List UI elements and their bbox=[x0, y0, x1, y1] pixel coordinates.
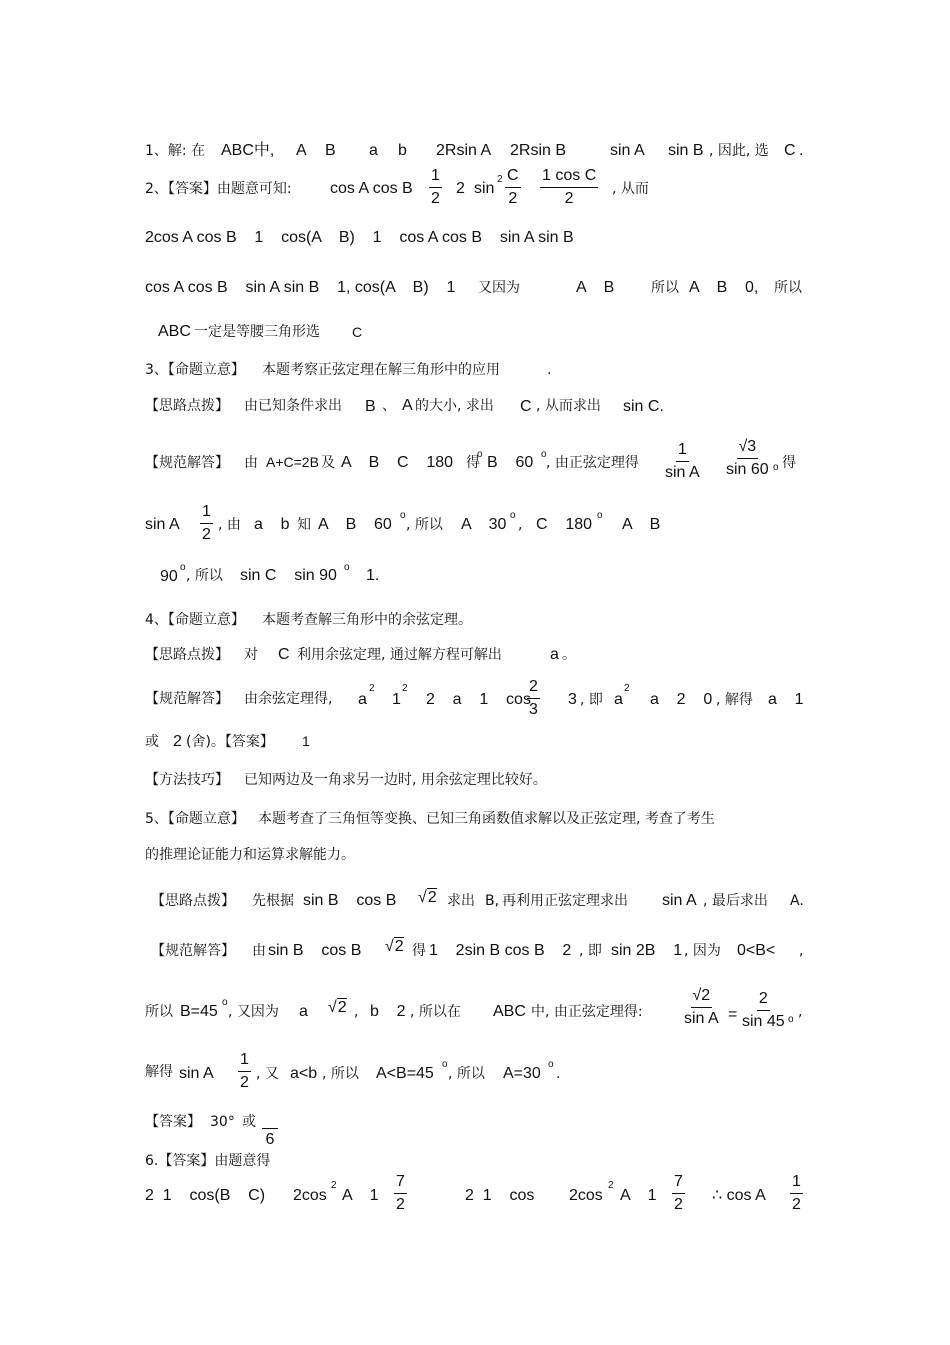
q5-heading: 5、【命题立意】 bbox=[145, 811, 245, 827]
q5-g3e: , 所以 bbox=[322, 1066, 359, 1082]
q6-l1d: A 1 bbox=[342, 1187, 379, 1204]
q3-g2b: , 由 bbox=[218, 517, 241, 533]
q5-hint-root: √2 bbox=[418, 889, 437, 906]
q2-a2: 2 bbox=[456, 180, 465, 197]
q3-g2j: A B bbox=[622, 516, 661, 533]
q3-hint-a: 由已知条件求出 bbox=[244, 398, 342, 414]
q5-frac-3: $\frac{1}{2}$ bbox=[240, 1051, 249, 1091]
q5-g2a: 所以 bbox=[145, 1004, 173, 1020]
q6-l1e: 2 1 cos bbox=[465, 1187, 535, 1204]
q3-g1d: A B C 180 bbox=[341, 454, 454, 471]
q3-degree-3: o bbox=[773, 462, 779, 473]
q1-t1: ABC中, bbox=[221, 142, 275, 159]
q4-l2a: 或 bbox=[145, 734, 159, 750]
q3-g1e: 得 bbox=[466, 455, 480, 471]
q5-answer-label: 【答案】 bbox=[145, 1114, 201, 1130]
q5-g1i: 0<B< bbox=[737, 942, 776, 959]
q4-g1i: , 解得 bbox=[716, 692, 753, 708]
q1-t8: sin A bbox=[610, 142, 645, 159]
q5-heading-text-2: 的推理论证能力和运算求解能力。 bbox=[145, 847, 355, 863]
q4-method-text: 已知两边及一角求另一边时, 用余弦定理比较好。 bbox=[244, 772, 547, 788]
q2-line4a: ABC bbox=[158, 323, 191, 340]
q2-line3b: 又因为 bbox=[478, 280, 520, 296]
q3-hint-d: A bbox=[402, 397, 413, 414]
q4-sup-1: 2 bbox=[369, 683, 375, 694]
q1-t6: 2Rsin A bbox=[436, 142, 492, 159]
q3-g2d: 知 bbox=[297, 517, 311, 533]
q2-frac-2: $\frac{C}{2}$ bbox=[507, 167, 519, 207]
q5-hint-a: 先根据 bbox=[252, 893, 294, 909]
q3-g2f: , 所以 bbox=[406, 517, 443, 533]
q5-g3g: , 所以 bbox=[448, 1066, 485, 1082]
q5-eq: = bbox=[728, 1006, 738, 1023]
q3-hint-c: 、 bbox=[382, 398, 396, 414]
q3-g1b: A+C=2B bbox=[266, 454, 319, 470]
q5-g2c: , 又因为 bbox=[228, 1004, 279, 1020]
q4-method-label: 【方法技巧】 bbox=[145, 772, 229, 788]
q5-solution-label: 【规范解答】 bbox=[151, 943, 235, 959]
q5-hint-d: 求出 bbox=[447, 893, 475, 909]
q4-g1f: , 即 bbox=[580, 692, 603, 708]
q5-answer-1: 30° bbox=[210, 1114, 235, 1130]
q2-line3d: 所以 bbox=[651, 280, 679, 296]
q2-after1: , 从而 bbox=[612, 181, 649, 197]
q2-a1: cos A cos B bbox=[330, 180, 413, 197]
q5-g1d: 得 bbox=[412, 943, 426, 959]
q5-answer-2: 或 bbox=[242, 1114, 256, 1130]
q5-hint-f: 再利用正弦定理求出 bbox=[502, 893, 628, 909]
q5-g3i: . bbox=[556, 1066, 561, 1082]
q3-g2e: A B 60 bbox=[318, 516, 392, 533]
q5-g3h: A=30 bbox=[503, 1065, 541, 1082]
q5-g2d: a bbox=[299, 1003, 308, 1020]
q5-g1b: sin B cos B bbox=[268, 942, 362, 959]
q2-line3e: A B 0, bbox=[689, 279, 759, 296]
q5-g3d: a<b bbox=[290, 1065, 318, 1082]
q5-g1-root: √2 bbox=[385, 938, 404, 955]
q4-sup-2: 2 bbox=[402, 683, 408, 694]
q3-hint-e: 的大小, 求出 bbox=[415, 398, 494, 414]
q5-g2f: , bbox=[354, 1004, 359, 1020]
q3-degree-5: o bbox=[510, 510, 516, 521]
q4-g1e: 3 bbox=[568, 691, 577, 708]
q3-frac-2: $\frac{√3}{\sin 60}$ bbox=[726, 438, 769, 478]
q3-g2g: A 30 bbox=[461, 516, 507, 533]
q6-sup-1: 2 bbox=[331, 1180, 337, 1191]
q1-t7: 2Rsin B bbox=[510, 142, 567, 159]
q6-l1h: A 1 bbox=[620, 1187, 657, 1204]
q1-end: . bbox=[799, 142, 804, 159]
q2-lead: 2、【答案】由题意可知: bbox=[145, 181, 292, 197]
q3-g3b: , 所以 bbox=[186, 568, 223, 584]
q5-hint-b: sin B cos B bbox=[303, 892, 397, 909]
q5-g1h: , 因为 bbox=[684, 943, 721, 959]
q3-hint-f: C bbox=[520, 398, 532, 415]
q3-heading: 3、【命题立意】 bbox=[145, 362, 245, 378]
q4-frac: $\frac{2}{3}$ bbox=[529, 678, 538, 718]
q5-hint-h: , 最后求出 bbox=[703, 893, 768, 909]
q5-frac-2: $\frac{2}{\sin 45}$ bbox=[742, 990, 785, 1030]
q4-hint-c: 利用余弦定理, 通过解方程可解出 bbox=[297, 647, 502, 663]
q1-t3: B bbox=[325, 142, 336, 159]
q6-l1i: ∴ cos A bbox=[712, 1187, 766, 1204]
q3-g2i: C 180 bbox=[536, 516, 593, 533]
q3-g1a: 由 bbox=[244, 455, 258, 471]
q5-degree-3: o bbox=[442, 1059, 448, 1070]
q4-heading-text: 本题考查解三角形中的余弦定理。 bbox=[262, 612, 472, 628]
q6-l1a: 2 1 cos(B C) bbox=[145, 1187, 266, 1204]
q5-g1a: 由 bbox=[252, 943, 266, 959]
q1-t2: A bbox=[296, 142, 307, 159]
q5-g2k: , bbox=[798, 1004, 803, 1020]
q5-g1g: sin 2B 1 bbox=[611, 942, 683, 959]
q4-l2b: 2 bbox=[173, 733, 182, 750]
q5-degree-2: o bbox=[788, 1014, 794, 1025]
q3-g2a: sin A bbox=[145, 516, 180, 533]
q1-t9: sin B bbox=[668, 142, 704, 159]
q5-g2i: ABC bbox=[493, 1003, 526, 1020]
q5-heading-text: 本题考查了三角恒等变换、已知三角函数值求解以及正弦定理, 考查了考生 bbox=[258, 811, 715, 827]
q4-hint-a: 对 bbox=[244, 647, 258, 663]
q5-hint-label: 【思路点拨】 bbox=[151, 893, 235, 909]
q2-line4c: C bbox=[352, 324, 363, 340]
q6-frac-2: $\frac{7}{2}$ bbox=[674, 1173, 683, 1213]
q2-frac-1: $\frac{1}{2}$ bbox=[431, 167, 440, 207]
q4-l2d: 1 bbox=[302, 733, 310, 749]
q4-solution-label: 【规范解答】 bbox=[145, 691, 229, 707]
q3-frac-3: $\frac{1}{2}$ bbox=[202, 503, 211, 543]
q4-g1b: a bbox=[358, 691, 367, 708]
q5-hint-e: B, bbox=[485, 893, 500, 909]
q5-degree-4: o bbox=[548, 1059, 554, 1070]
q3-degree-1: o bbox=[477, 449, 483, 460]
q5-g2-root: √2 bbox=[328, 999, 347, 1016]
q6-frac-1: $\frac{7}{2}$ bbox=[396, 1173, 405, 1213]
q5-g3c: , 又 bbox=[256, 1066, 279, 1082]
q6-l1b: 2cos bbox=[293, 1187, 327, 1204]
q5-g3a: 解得 bbox=[145, 1064, 173, 1080]
q2-sup1: 2 bbox=[497, 174, 503, 185]
q3-degree-8: o bbox=[344, 562, 350, 573]
q3-g1f: B 60 bbox=[487, 454, 534, 471]
q1-answer: C bbox=[784, 142, 796, 159]
q4-g1g: a bbox=[614, 691, 623, 708]
q3-degree-6: o bbox=[597, 510, 603, 521]
q6-heading: 6.【答案】由题意得 bbox=[145, 1153, 271, 1169]
q5-g3f: A<B=45 bbox=[376, 1065, 434, 1082]
q4-hint-b: C bbox=[278, 646, 290, 663]
q3-g1g: , 由正弦定理得 bbox=[546, 455, 639, 471]
q3-g2c: a b bbox=[254, 516, 290, 533]
q6-sup-2: 2 bbox=[608, 1180, 614, 1191]
q5-g1f: , 即 bbox=[579, 943, 602, 959]
q3-hint-b: B bbox=[365, 398, 376, 415]
q2-line3f: 所以 bbox=[774, 280, 802, 296]
q3-degree-4: o bbox=[400, 510, 406, 521]
q4-l2c: (舍)。【答案】 bbox=[186, 734, 274, 750]
q4-hint-e: 。 bbox=[562, 647, 576, 663]
q2-line3c: A B bbox=[576, 279, 615, 296]
q3-degree-2: o bbox=[541, 449, 547, 460]
q3-g1c: 及 bbox=[321, 455, 335, 471]
q4-g1j: a 1 bbox=[768, 691, 804, 708]
q5-g1e: 1 2sin B cos B 2 bbox=[429, 942, 572, 959]
q3-g3a: 90 bbox=[160, 568, 178, 585]
q3-g2h: , bbox=[518, 517, 523, 533]
q5-g2h: , 所以在 bbox=[410, 1004, 461, 1020]
q3-hint-label: 【思路点拨】 bbox=[145, 398, 229, 414]
q2-line4b: 一定是等腰三角形选 bbox=[194, 324, 320, 340]
q3-hint-g: , 从而求出 bbox=[536, 398, 601, 414]
q5-degree-1: o bbox=[222, 997, 228, 1008]
q3-heading-end: . bbox=[547, 362, 552, 378]
q4-g1d: 2 a 1 cos bbox=[426, 691, 531, 708]
q5-hint-g: sin A bbox=[662, 892, 697, 909]
q4-g1h: a 2 0 bbox=[650, 691, 713, 708]
q3-g3c: sin C sin 90 bbox=[240, 567, 337, 584]
q4-hint-label: 【思路点拨】 bbox=[145, 647, 229, 663]
q2-a3: sin bbox=[474, 180, 495, 197]
q3-frac-1: $\frac{1}{\text{sin A}}$ bbox=[665, 441, 700, 481]
q2-line3a: cos A cos B sin A sin B 1, cos(A B) 1 bbox=[145, 279, 456, 296]
q3-g3d: 1. bbox=[366, 567, 380, 584]
q3-hint-h: sin C. bbox=[623, 398, 664, 415]
q6-l1f: 2cos bbox=[569, 1187, 603, 1204]
q1-lead: 1、解: 在 bbox=[145, 143, 206, 159]
q4-g1a: 由余弦定理得, bbox=[244, 691, 333, 707]
q2-frac-3: $\frac{\text{1 cos C}}{2}$ bbox=[542, 167, 597, 207]
q3-degree-7: o bbox=[180, 562, 186, 573]
q1-t5: b bbox=[398, 142, 407, 159]
q5-frac-1: $\frac{√2}{\text{sin A}}$ bbox=[684, 987, 719, 1027]
q4-heading: 4、【命题立意】 bbox=[145, 612, 245, 628]
q5-answer-frac: 6 bbox=[262, 1108, 278, 1148]
q1-t4: a bbox=[369, 142, 378, 159]
q4-hint-d: a bbox=[550, 646, 559, 663]
q5-g1j: , bbox=[799, 943, 804, 959]
q5-hint-i: A. bbox=[790, 893, 804, 909]
q4-sup-3: 2 bbox=[624, 683, 630, 694]
q5-g3b: sin A bbox=[179, 1065, 214, 1082]
q5-g2j: 中, 由正弦定理得: bbox=[531, 1004, 643, 1020]
q5-g2b: B=45 bbox=[180, 1003, 218, 1020]
q4-g1c: 1 bbox=[392, 691, 401, 708]
q3-g1h: 得 bbox=[782, 455, 796, 471]
q3-heading-text: 本题考察正弦定理在解三角形中的应用 bbox=[262, 362, 500, 378]
q6-frac-3: $\frac{1}{2}$ bbox=[792, 1173, 801, 1213]
q1-tail: , 因此, 选 bbox=[709, 143, 769, 159]
q2-line2: 2cos A cos B 1 cos(A B) 1 cos A cos B sin A sin B bbox=[145, 229, 574, 246]
q5-g2g: b 2 bbox=[370, 1003, 406, 1020]
q3-solution-label: 【规范解答】 bbox=[145, 455, 229, 471]
